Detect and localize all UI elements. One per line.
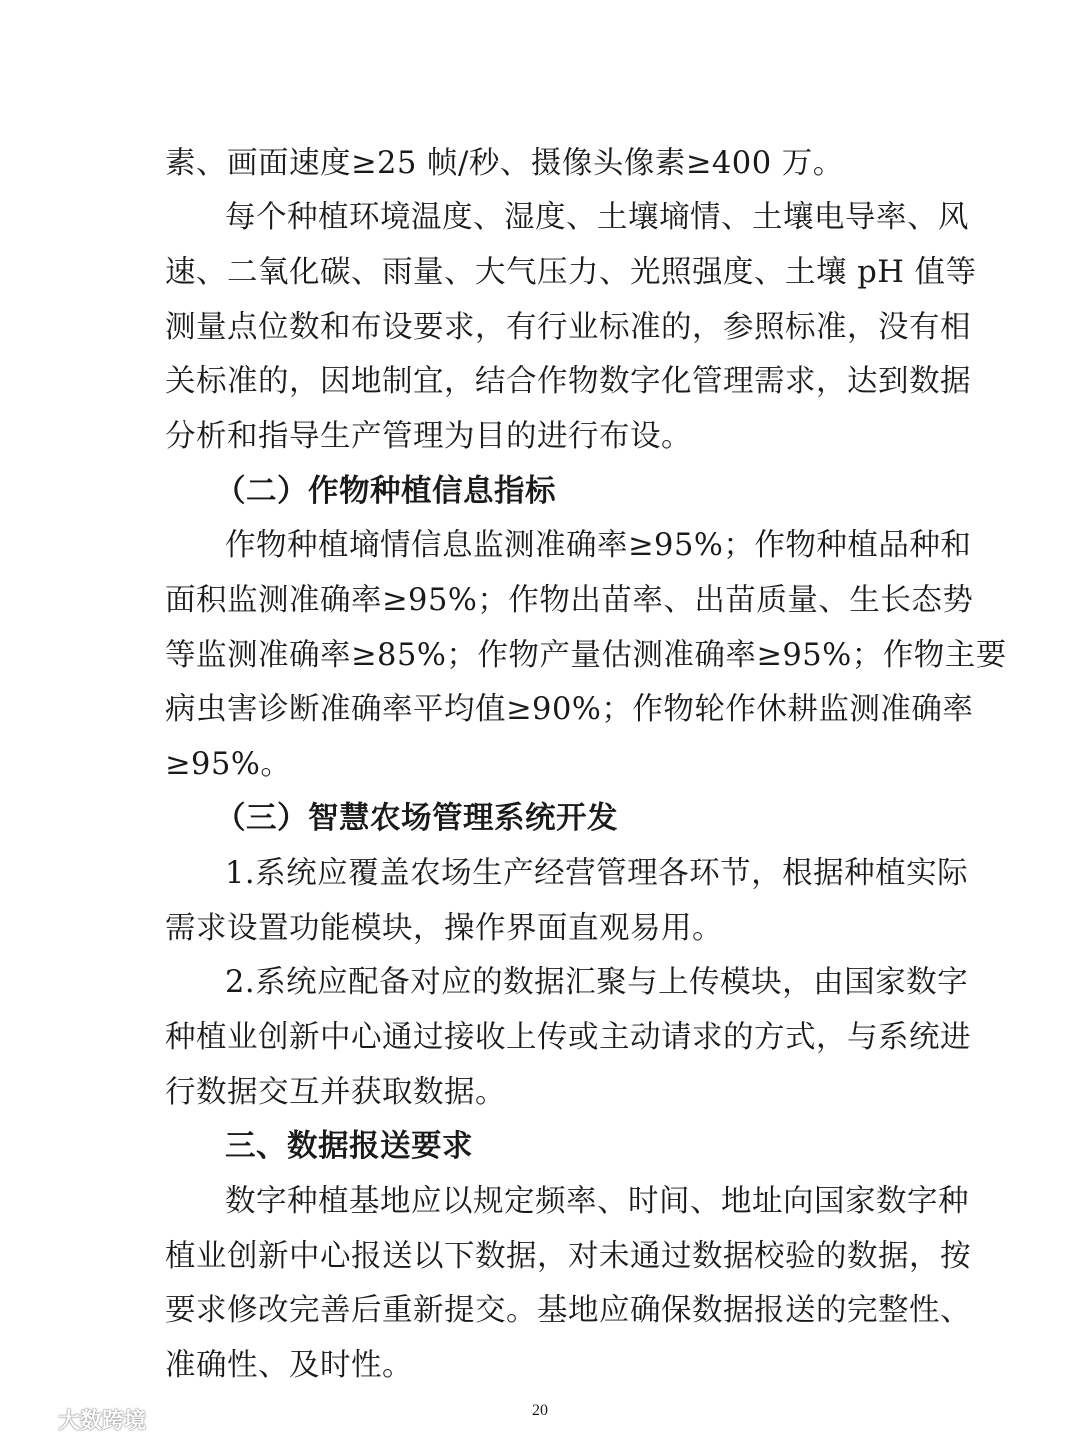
paragraph-line: 关标准的，因地制宜，结合作物数字化管理需求，达到数据 [165, 364, 971, 399]
paragraph-line: 准确性、及时性。 [165, 1348, 413, 1383]
paragraph-line: 种植业创新中心通过接收上传或主动请求的方式，与系统进 [165, 1020, 971, 1055]
paragraph-line: 病虫害诊断准确率平均值≥90%；作物轮作休耕监测准确率 [165, 692, 974, 727]
chat-bubble-logo-icon [8, 1405, 52, 1433]
paragraph-line: 等监测准确率≥85%；作物产量估测准确率≥95%；作物主要 [165, 638, 1007, 673]
paragraph-line: 需求设置功能模块，操作界面直观易用。 [165, 911, 723, 946]
paragraph-line: 分析和指导生产管理为目的进行布设。 [165, 419, 692, 454]
paragraph-line: 面积监测准确率≥95%；作物出苗率、出苗质量、生长态势 [165, 583, 974, 618]
paragraph-line: ≥95%。 [165, 747, 292, 782]
watermark [8, 1404, 146, 1434]
paragraph-line: 速、二氧化碳、雨量、大气压力、光照强度、土壤 pH 值等 [165, 255, 977, 290]
paragraph-line: 行数据交互并获取数据。 [165, 1075, 506, 1110]
paragraph-line: 每个种植环境温度、湿度、土壤墒情、土壤电导率、风 [225, 200, 969, 235]
paragraph-line: 素、画面速度≥25 帧/秒、摄像头像素≥400 万。 [165, 146, 844, 181]
paragraph-line: 作物种植墒情信息监测准确率≥95%；作物种植品种和 [225, 528, 972, 563]
section-heading-crop-info: （二）作物种植信息指标 [215, 474, 556, 509]
paragraph-line: 测量点位数和布设要求，有行业标准的，参照标准，没有相 [165, 310, 971, 345]
paragraph-line: 1.系统应覆盖农场生产经营管理各环节，根据种植实际 [225, 856, 969, 891]
paragraph-line: 数字种植基地应以规定频率、时间、地址向国家数字种 [225, 1184, 969, 1219]
paragraph-line: 要求修改完善后重新提交。基地应确保数据报送的完整性、 [165, 1293, 971, 1328]
paragraph-line: 植业创新中心报送以下数据，对未通过数据校验的数据，按 [165, 1239, 971, 1274]
section-heading-farm-system: （三）智慧农场管理系统开发 [215, 801, 618, 836]
section-heading-data-reporting: 三、数据报送要求 [225, 1129, 473, 1164]
paragraph-line: 2.系统应配备对应的数据汇聚与上传模块，由国家数字 [225, 965, 969, 1000]
watermark-text: 大数跨境 [58, 1408, 147, 1434]
page-number: 20 [532, 1402, 548, 1419]
